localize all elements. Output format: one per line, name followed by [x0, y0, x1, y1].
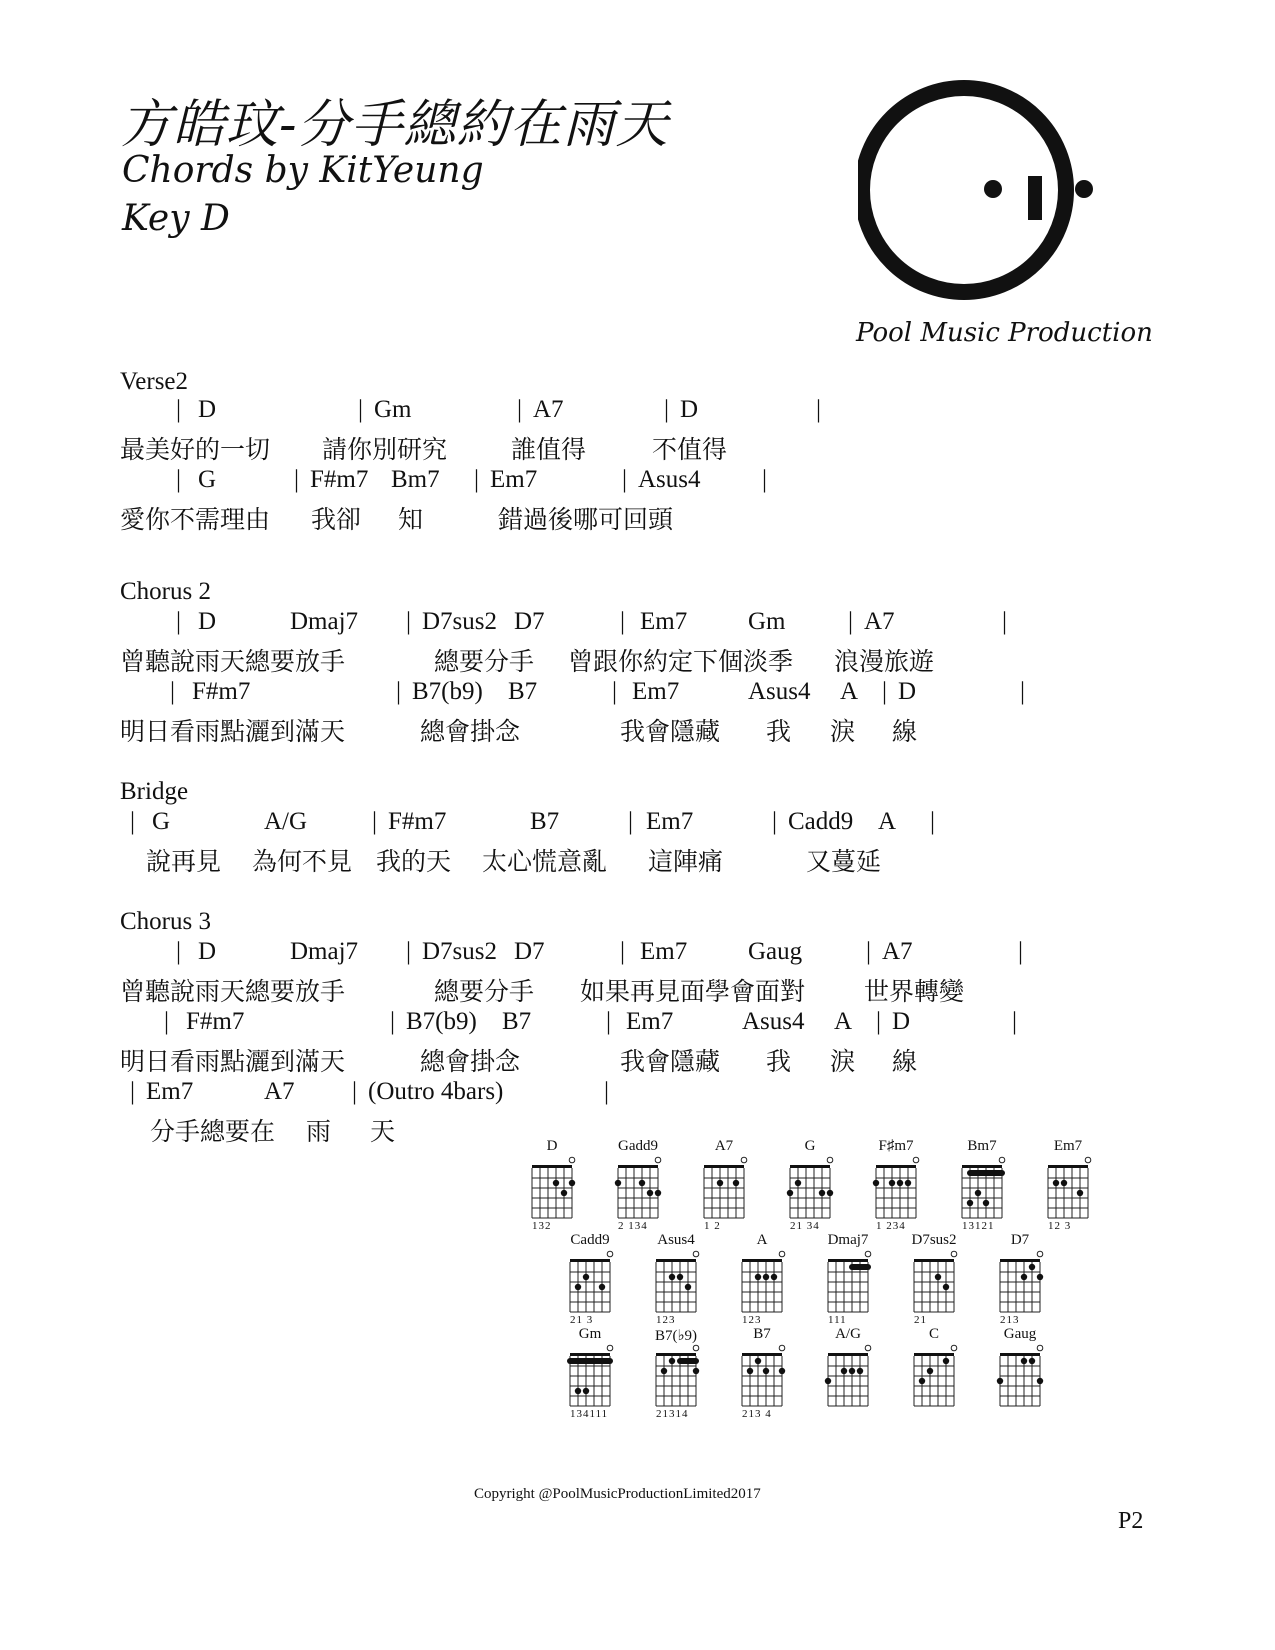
chord: Gaug [748, 938, 803, 965]
chord: Cadd9 [788, 808, 854, 835]
chord: D7 [514, 938, 545, 965]
chord: G [152, 808, 171, 835]
song-key: Key D [122, 198, 230, 239]
chord: A7 [864, 608, 895, 635]
lyric: 曾聽說雨天總要放手 [120, 977, 346, 1006]
bar-line: | [606, 1008, 612, 1035]
fretboard-grid [900, 1342, 968, 1418]
chord: D7sus2 [422, 938, 498, 965]
chord: Em7 [490, 466, 538, 493]
pool-music-logo [858, 78, 1098, 310]
lyric: 浪漫旅遊 [834, 647, 935, 676]
lyric: 天 [370, 1117, 396, 1146]
chord-fingering: 12 3 [1048, 1220, 1072, 1232]
fretboard-grid [814, 1248, 882, 1324]
bar-line: | [620, 938, 626, 965]
chord-fingering: 134111 [570, 1408, 609, 1420]
lyric: 誰值得 [511, 435, 587, 464]
bar-line: | [876, 1008, 882, 1035]
chord: Em7 [632, 678, 680, 705]
lyric: 知 [398, 505, 424, 534]
chord-fingering: 1 2 [704, 1220, 721, 1232]
chord: Asus4 [742, 1008, 805, 1035]
bar-line: | [882, 678, 888, 705]
chord: G [198, 466, 217, 493]
chord: D [680, 396, 699, 423]
fretboard-grid [862, 1154, 930, 1230]
chord: A7 [533, 396, 564, 423]
bar-line: | [816, 396, 822, 423]
bar-line: | [474, 466, 480, 493]
bar-line: | [604, 1078, 610, 1105]
brand-name: Pool Music Production [856, 318, 1153, 348]
chord: (Outro 4bars) [368, 1078, 504, 1105]
lyric: 最美好的一切 [120, 435, 271, 464]
lyric: 總要分手 [434, 977, 535, 1006]
chord-fingering: 21314 [656, 1408, 689, 1420]
bar-line: | [176, 466, 182, 493]
fretboard-grid [986, 1248, 1054, 1324]
fretboard-grid [518, 1154, 586, 1230]
chord: D [198, 938, 217, 965]
chord: D [198, 396, 217, 423]
lyric: 世界轉變 [864, 977, 965, 1006]
chord-diagram-name: Gm [578, 1326, 602, 1342]
chord: B7(b9) [406, 1008, 477, 1035]
chord: Em7 [646, 808, 694, 835]
chord: B7 [502, 1008, 532, 1035]
chord-fingering: 2 134 [618, 1220, 648, 1232]
chord-fingering: 123 [656, 1314, 676, 1326]
bar-line: | [622, 466, 628, 493]
chord: A/G [264, 808, 308, 835]
lyric: 總會掛念 [420, 1047, 521, 1076]
chord-fingering: 132 [532, 1220, 552, 1232]
bar-line: | [130, 808, 136, 835]
lyric: 曾聽說雨天總要放手 [120, 647, 346, 676]
lyric: 我 [766, 717, 792, 746]
chord-diagram-name: B7 [753, 1326, 771, 1342]
chord-fingering: 21 [914, 1314, 927, 1326]
lyric: 淚 [830, 1047, 856, 1076]
lyric: 為何不見 [252, 847, 353, 876]
bar-line: | [612, 678, 618, 705]
fretboard-grid [728, 1342, 796, 1418]
lyric: 錯過後哪可回頭 [498, 505, 674, 534]
chord-fingering: 21 34 [790, 1220, 820, 1232]
fretboard-grid [556, 1248, 624, 1324]
chord-diagram-name: C [928, 1326, 939, 1342]
chord-diagram-name: Bm7 [967, 1138, 997, 1154]
chord: F#m7 [310, 466, 369, 493]
lyric: 又蔓延 [806, 847, 882, 876]
bar-line: | [762, 466, 768, 493]
bar-line: | [1002, 608, 1008, 635]
chord: F#m7 [192, 678, 251, 705]
section-label-chorus3: Chorus 3 [120, 908, 211, 935]
chord: Asus4 [638, 466, 701, 493]
lyric: 這陣痛 [648, 847, 724, 876]
lyric: 我 [766, 1047, 792, 1076]
fretboard-grid [814, 1342, 882, 1418]
lyric: 淚 [830, 717, 856, 746]
bar-line: | [620, 608, 626, 635]
chord-fingering: 21 3 [570, 1314, 594, 1326]
lyric: 雨 [306, 1117, 332, 1146]
fretboard-grid [948, 1154, 1016, 1230]
chord: D7sus2 [422, 608, 498, 635]
chord: D [898, 678, 917, 705]
bar-line: | [130, 1078, 136, 1105]
bar-line: | [1020, 678, 1026, 705]
lyric: 總會掛念 [420, 717, 521, 746]
chord: Em7 [640, 938, 688, 965]
fretboard-grid [1034, 1154, 1102, 1230]
chord: Em7 [640, 608, 688, 635]
chord: B7 [508, 678, 538, 705]
chord: D [892, 1008, 911, 1035]
lyric: 總要分手 [434, 647, 535, 676]
bar-line: | [372, 808, 378, 835]
chord: A7 [264, 1078, 295, 1105]
chord: Em7 [146, 1078, 194, 1105]
fretboard-grid [776, 1154, 844, 1230]
bar-line: | [628, 808, 634, 835]
bar-line: | [664, 396, 670, 423]
chord: B7(b9) [412, 678, 483, 705]
chord-diagram-name: Em7 [1053, 1138, 1083, 1154]
bar-line: | [1018, 938, 1024, 965]
bar-line: | [517, 396, 523, 423]
chord-fingering: 123 [742, 1314, 762, 1326]
chord-diagram-name: D [546, 1138, 558, 1154]
lyric: 我卻 [311, 505, 362, 534]
chord-diagram-name: F♯m7 [878, 1138, 914, 1154]
bar-line: | [848, 608, 854, 635]
chord: Dmaj7 [290, 608, 359, 635]
bar-line: | [294, 466, 300, 493]
fretboard-grid [986, 1342, 1054, 1418]
chord: Bm7 [391, 466, 440, 493]
bar-line: | [390, 1008, 396, 1035]
lyric: 不值得 [652, 435, 728, 464]
bar-line: | [176, 608, 182, 635]
chord: A [834, 1008, 853, 1035]
chord: Gm [748, 608, 786, 635]
bar-line: | [1012, 1008, 1018, 1035]
bar-line: | [396, 678, 402, 705]
chord: D7 [514, 608, 545, 635]
bar-line: | [352, 1078, 358, 1105]
lyric: 曾跟你約定下個淡季 [568, 647, 794, 676]
section-label-bridge: Bridge [120, 778, 189, 805]
chords-by-credit: Chords by KitYeung [122, 150, 484, 191]
chord: Dmaj7 [290, 938, 359, 965]
chord-diagram-name: A7 [714, 1138, 734, 1154]
fretboard-grid [556, 1342, 624, 1418]
chord-fingering: 111 [828, 1314, 847, 1326]
lyric: 我會隱藏 [620, 717, 721, 746]
lyric: 線 [892, 717, 918, 746]
chord-diagram-name: G [804, 1138, 816, 1154]
fretboard-grid [642, 1248, 710, 1324]
chord-diagram-name: D7 [1010, 1232, 1030, 1248]
chord: A7 [882, 938, 913, 965]
bar-line: | [176, 396, 182, 423]
bar-line: | [406, 608, 412, 635]
chord: A [840, 678, 859, 705]
chord: F#m7 [186, 1008, 245, 1035]
chord-diagram-name: D7sus2 [911, 1232, 957, 1248]
lyric: 愛你不需理由 [120, 505, 271, 534]
chord-fingering: 213 [1000, 1314, 1020, 1326]
fretboard-grid [642, 1342, 710, 1418]
section-label-chorus2: Chorus 2 [120, 578, 211, 605]
lyric: 太心慌意亂 [482, 847, 608, 876]
chord-diagram-name: A/G [835, 1326, 861, 1342]
fretboard-grid [728, 1248, 796, 1324]
section-label-verse2: Verse2 [120, 368, 189, 395]
chord: A [878, 808, 897, 835]
chord: B7 [530, 808, 560, 835]
chord-diagram-name: Gadd9 [618, 1138, 658, 1154]
bar-line: | [164, 1008, 170, 1035]
copyright: Copyright @PoolMusicProductionLimited2017 [474, 1486, 761, 1502]
lyric: 我的天 [376, 847, 452, 876]
chord-diagram-name: Cadd9 [570, 1232, 610, 1248]
lyric: 如果再見面學會面對 [580, 977, 806, 1006]
lyric: 請你別研究 [322, 435, 448, 464]
lyric: 明日看雨點灑到滿天 [120, 1047, 346, 1076]
chord: D [198, 608, 217, 635]
bar-line: | [866, 938, 872, 965]
chord-diagram-name: B7(♭9) [654, 1328, 698, 1344]
chord-fingering: 13121 [962, 1220, 995, 1232]
chord: Gm [374, 396, 412, 423]
lyric: 說再見 [146, 847, 222, 876]
fretboard-grid [690, 1154, 758, 1230]
lyric: 我會隱藏 [620, 1047, 721, 1076]
chord-diagram-name: Asus4 [657, 1232, 695, 1248]
bar-line: | [772, 808, 778, 835]
bar-line: | [176, 938, 182, 965]
lyric: 明日看雨點灑到滿天 [120, 717, 346, 746]
bar-line: | [406, 938, 412, 965]
fretboard-grid [604, 1154, 672, 1230]
bar-line: | [930, 808, 936, 835]
lyric: 分手總要在 [150, 1117, 276, 1146]
lyric: 線 [892, 1047, 918, 1076]
page-number: P2 [1118, 1508, 1144, 1534]
chord-fingering: 1 234 [876, 1220, 906, 1232]
chord: Em7 [626, 1008, 674, 1035]
chord-diagram-name: A [756, 1232, 768, 1248]
chord-diagram-name: Gaug [1003, 1326, 1037, 1342]
song-title: 方皓玟-分手總約在雨天 [120, 95, 669, 155]
chord: F#m7 [388, 808, 447, 835]
bar-line: | [358, 396, 364, 423]
fretboard-grid [900, 1248, 968, 1324]
chord-diagram-name: Dmaj7 [827, 1232, 869, 1248]
chord-fingering: 213 4 [742, 1408, 772, 1420]
bar-line: | [170, 678, 176, 705]
chord: Asus4 [748, 678, 811, 705]
